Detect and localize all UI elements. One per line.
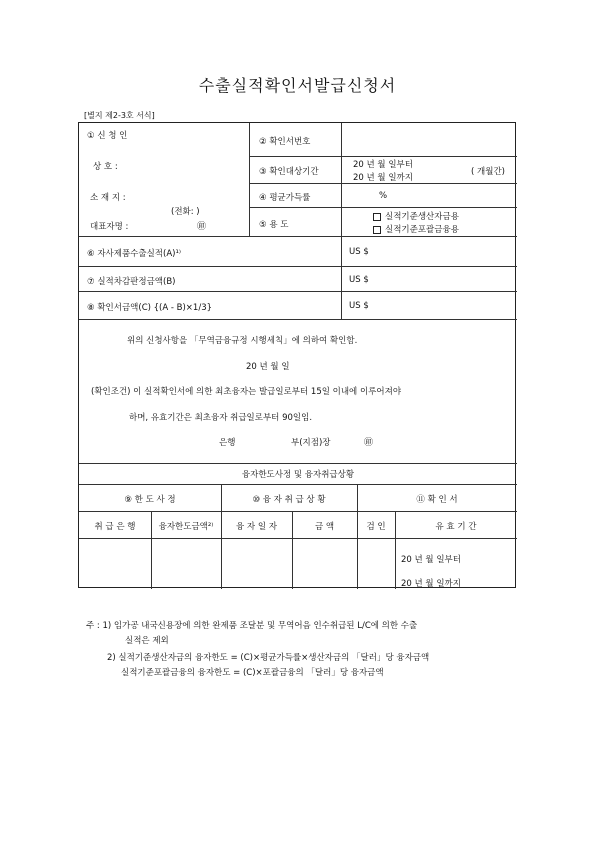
purpose-option-production[interactable]: 실적기준생산자금용 <box>373 210 459 222</box>
confirmation-condition-1: (확인조건) 이 실적확인서에 의한 최초융자는 발급일로부터 15일 이내에 이루어져야 <box>91 387 402 397</box>
amount-header: 금 액 <box>314 522 335 532</box>
application-form <box>78 122 516 588</box>
branch-manager-label: 부(지점)장 <box>291 438 331 448</box>
validity-period-header: 유 효 기 간 <box>435 522 477 532</box>
divider <box>79 291 517 292</box>
divider <box>249 123 250 236</box>
deduction-amount-label: ⑦ 실적차감판정금액(B) <box>87 277 176 287</box>
average-rate-label: ④ 평균가득률 <box>259 193 311 203</box>
loan-date-header: 융 자 일 자 <box>236 522 277 532</box>
applicant-header: ① 신 청 인 <box>87 131 128 141</box>
export-record-label: ⑥ 자사제품수출실적(A)¹⁾ <box>87 249 181 259</box>
divider <box>249 156 517 157</box>
loan-limit-header: 융자한도금액²⁾ <box>158 522 214 532</box>
form-title: 수출실적확인서발급신청서 <box>198 76 397 95</box>
footnote-1-continued: 실적은 제외 <box>125 636 169 646</box>
certificate-header: ⑪ 확 인 서 <box>416 495 458 505</box>
phone-label: (전화: ) <box>171 207 200 217</box>
divider <box>79 319 517 320</box>
checkbox-icon[interactable] <box>373 213 381 221</box>
confirmation-condition-2: 하며, 유효기간은 최초융자 취급일로부터 90일임. <box>129 413 313 423</box>
confirmation-date: 20 년 월 일 <box>246 362 290 372</box>
divider <box>79 463 517 464</box>
loan-handling-header: ⑩ 융 자 취 급 상 황 <box>252 495 326 505</box>
handling-bank-header: 취 급 은 행 <box>94 522 136 532</box>
divider <box>341 123 342 236</box>
certificate-amount-currency: US $ <box>349 301 369 311</box>
divider <box>79 511 517 512</box>
period-label: ③ 확인대상기간 <box>259 167 319 177</box>
divider <box>341 236 342 319</box>
address-label: 소 재 지 : <box>90 193 126 203</box>
footnote-1: 주 : 1) 임가공 내국신용장에 의한 완제품 조달분 및 무역어음 인수취급된 L/C에 의한 수출 <box>86 621 418 631</box>
validity-to: 20 년 월 일까지 <box>401 579 461 589</box>
divider <box>249 183 517 184</box>
validity-from: 20 년 월 일부터 <box>401 555 461 565</box>
average-rate-unit: % <box>379 191 388 201</box>
purpose-label: ⑤ 용 도 <box>259 220 289 230</box>
divider <box>79 538 517 539</box>
period-months: ( 개월간) <box>471 167 505 177</box>
period-to: 20 년 월 일까지 <box>353 173 413 183</box>
footnote-2-continued: 실적기준포괄금융의 융자한도 = (C)×포괄금융의 「달러」당 융자금액 <box>121 668 384 678</box>
certificate-amount-label: ⑧ 확인서금액(C) {(A - B)×1/3} <box>87 303 213 313</box>
inspection-seal-header: 검 인 <box>366 522 386 532</box>
form-number: [별지 제2-3호 서식] <box>84 111 155 120</box>
deduction-amount-currency: US $ <box>349 275 369 285</box>
period-from: 20 년 월 일부터 <box>353 160 413 170</box>
seal-mark: ㊞ <box>197 222 207 232</box>
export-record-currency: US $ <box>349 247 369 257</box>
divider <box>79 484 517 485</box>
footnote-2: 2) 실적기준생산자금의 융자한도 = (C)×평균가득률×생산자금의 「달러」당 융자금액 <box>107 653 430 663</box>
confirmation-statement: 위의 신청사항을 「무역금융규정 시행세칙」에 의하여 확인함. <box>127 336 358 346</box>
bank-label: 은행 <box>219 438 236 448</box>
representative-label: 대표자명 : <box>90 222 129 232</box>
divider <box>79 266 517 267</box>
seal-mark: ㊞ <box>364 438 374 448</box>
company-name-label: 상 호 : <box>93 162 118 172</box>
purpose-option-comprehensive[interactable]: 실적기준포괄금융용 <box>373 223 459 235</box>
divider <box>79 236 517 237</box>
limit-assessment-header: ⑨ 한 도 사 정 <box>124 495 176 505</box>
checkbox-icon[interactable] <box>373 226 381 234</box>
loan-status-title: 융자한도사정 및 융자취급상황 <box>241 470 355 480</box>
divider <box>249 207 517 208</box>
confirmation-number-label: ② 확인서번호 <box>259 137 311 147</box>
